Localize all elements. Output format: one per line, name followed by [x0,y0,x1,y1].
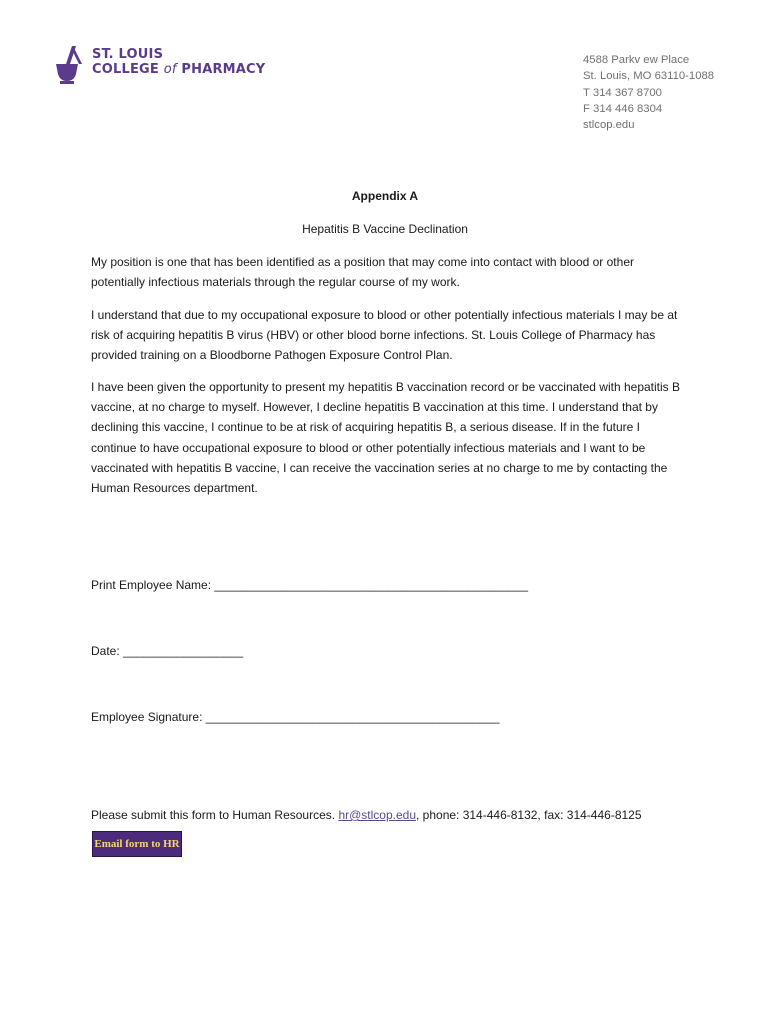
mortar-pestle-icon [52,40,86,84]
logo-line-2: COLLEGE of PHARMACY [92,62,266,77]
employee-signature-field[interactable]: Employee Signature: ____________________________________________ [91,710,500,724]
paragraph-exposure: I understand that due to my occupational exposure to blood or other potentially infectious materials I may be at risk of acquiring hepatitis B virus (HBV) or other blood borne infections. St. Louis College of Pharmacy has provided training on a Bloodborne Pathogen Exposure Control Plan. [91,308,678,363]
submit-instructions [91,808,642,822]
address-fax: F 314 446 8304 [583,102,663,115]
appendix-heading: Appendix A [351,189,419,203]
college-logo [52,40,266,84]
date-field[interactable]: Date: __________________ [91,644,244,658]
paragraph-position: My position is one that has been identified as a position that may come into contact with blood or other potentially infectious materials through the regular course of my work. [91,255,634,290]
address-city: St. Louis, MO 63110-1088 [583,70,715,83]
address-website: stlcop.edu [583,119,635,132]
hr-email-link[interactable]: hr@stlcop.edu [338,808,416,822]
email-form-button[interactable]: Email form to HR [92,831,182,857]
submit-text: Please submit this form to Human Resources. [91,808,339,822]
employee-name-field[interactable]: Print Employee Name: _______________________________________________ [91,578,529,592]
paragraph-declination: I have been given the opportunity to present my hepatitis B vaccination record or be vaccinated with hepatitis B vaccine, at no charge to myself. However, I decline hepatitis B vaccination at this time. I understand that by declining this vaccine, I continue to be at risk of acquiring hepatitis B, a serious disease. If in the future I continue to have occupational exposure to blood or other potentially infectious materials and I want to be vaccinated with hepatitis B vaccine, I can receive the vaccination series at no charge to me by contacting the Human Resources department. [91,380,681,496]
college-address [583,52,714,133]
document-title: Hepatitis B Vaccine Declination [302,222,468,236]
address-street: 4588 Parkv ew Place [583,54,690,66]
hr-contact-numbers: , phone: 314-446-8132, fax: 314-446-8125 [416,808,642,822]
address-phone: T 314 367 8700 [583,86,662,99]
logo-line-1: ST. LOUIS [92,47,164,62]
